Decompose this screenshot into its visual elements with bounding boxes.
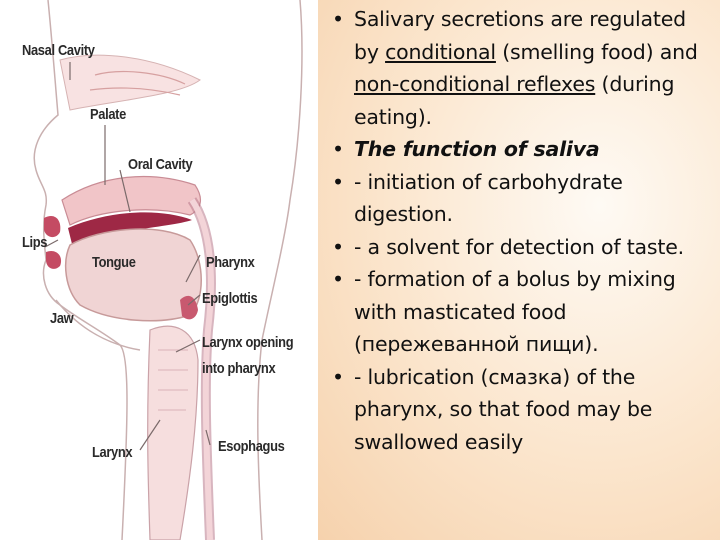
term-non-conditional-reflexes: non-conditional reflexes <box>354 72 596 96</box>
label-pharynx: Pharynx <box>206 254 255 271</box>
bullet-dot-icon: • <box>332 234 344 259</box>
bullet-dot-icon: • <box>332 364 344 389</box>
bullet-text: - formation of a bolus by mixing with masticated food (пережеванной пищи). <box>354 267 676 356</box>
term-conditional: conditional <box>385 39 496 64</box>
bullet-salivary-regulation <box>332 3 712 133</box>
label-palate: Palate <box>90 106 126 123</box>
bullet-dot-icon: • <box>332 169 344 194</box>
bullet-carbohydrate-digestion <box>332 166 712 231</box>
bullet-text: The function of saliva <box>354 137 600 161</box>
head-cross-section-illustration <box>0 0 318 540</box>
label-larynx: Larynx <box>92 444 133 461</box>
anatomy-diagram <box>0 0 318 540</box>
label-larynx-opening-line1: Larynx opening <box>202 334 294 351</box>
label-oral-cavity: Oral Cavity <box>128 156 193 173</box>
label-lips: Lips <box>22 234 48 251</box>
bullet-bolus-formation <box>332 263 712 361</box>
bullet-dot-icon: • <box>332 7 344 31</box>
bullet-text: (smelling food) and <box>495 39 698 64</box>
label-esophagus: Esophagus <box>218 438 285 455</box>
label-nasal-cavity: Nasal Cavity <box>22 42 95 59</box>
bullet-dot-icon: • <box>332 137 344 161</box>
bullet-dot-icon: • <box>332 267 344 291</box>
text-panel <box>318 0 720 540</box>
label-jaw: Jaw <box>50 310 74 327</box>
label-tongue: Tongue <box>92 254 136 271</box>
bullet-text: - initiation of carbohydrate digestion. <box>354 169 623 226</box>
bullet-text: Salivary secretions are regulated by <box>354 7 686 64</box>
bullet-text: (during eating). <box>354 72 675 129</box>
bullet-function-heading <box>332 133 712 166</box>
label-larynx-opening-line2: into pharynx <box>202 360 276 377</box>
bullet-lubrication <box>332 361 712 459</box>
bullet-text: - a solvent for detection of taste. <box>354 234 684 259</box>
bullet-list <box>332 3 712 458</box>
bullet-text: - lubrication (смазка) of the pharynx, so that food may be swallowed easily <box>354 364 653 454</box>
label-epiglottis: Epiglottis <box>202 290 258 307</box>
bullet-taste-solvent <box>332 231 712 264</box>
